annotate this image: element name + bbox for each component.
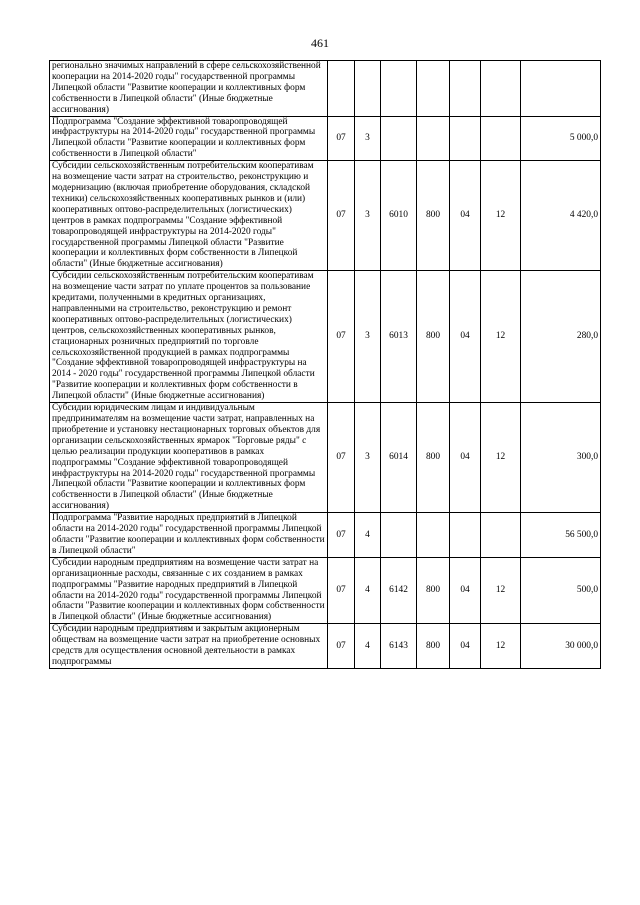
row-item-code	[481, 116, 521, 161]
row-chapter-code: 04	[450, 161, 481, 271]
table-row	[50, 116, 601, 161]
row-section-code: 07	[328, 116, 355, 161]
table-row	[50, 557, 601, 623]
table-row	[50, 61, 601, 117]
row-section-code: 07	[328, 161, 355, 271]
row-amount: 280,0	[521, 271, 601, 403]
page-number: 461	[311, 36, 329, 50]
row-description: регионально значимых направлений в сфере сельскохозяйственной кооперации на 2014-2020 годы" государственной программы Липецкой области "Развитие кооперации и коллективных форм собственности в Липецкой области" (Иные бюджетные ассигнования)	[50, 61, 328, 117]
row-chapter-code: 04	[450, 557, 481, 623]
row-chapter-code: 04	[450, 624, 481, 669]
row-target-code: 6013	[381, 271, 417, 403]
row-item-code: 12	[481, 161, 521, 271]
row-chapter-code	[450, 61, 481, 117]
row-item-code: 12	[481, 624, 521, 669]
row-target-code	[381, 61, 417, 117]
row-target-code: 6010	[381, 161, 417, 271]
row-target-code	[381, 513, 417, 558]
row-item-code: 12	[481, 557, 521, 623]
row-item-code: 12	[481, 403, 521, 513]
table-row	[50, 271, 601, 403]
row-chapter-code: 04	[450, 271, 481, 403]
row-expense-type	[417, 61, 450, 117]
row-subsection-code: 4	[355, 557, 381, 623]
row-amount	[521, 61, 601, 117]
row-chapter-code: 04	[450, 403, 481, 513]
row-description: Подпрограмма "Создание эффективной товаропроводящей инфраструктуры на 2014-2020 годы" государственной программы Липецкой области "Развитие кооперации и коллективных форм собственности в Липецкой области"	[50, 116, 328, 161]
row-section-code: 07	[328, 271, 355, 403]
row-target-code: 6014	[381, 403, 417, 513]
table-row	[50, 513, 601, 558]
row-item-code: 12	[481, 271, 521, 403]
row-subsection-code: 4	[355, 513, 381, 558]
row-chapter-code	[450, 116, 481, 161]
row-item-code	[481, 513, 521, 558]
row-expense-type: 800	[417, 161, 450, 271]
row-section-code	[328, 61, 355, 117]
row-expense-type	[417, 116, 450, 161]
row-description: Подпрограмма "Развитие народных предприятий в Липецкой области на 2014-2020 годы" государственной программы Липецкой области "Развитие кооперации и коллективных форм собственности в Липецкой области"	[50, 513, 328, 558]
row-expense-type	[417, 513, 450, 558]
row-amount: 30 000,0	[521, 624, 601, 669]
row-expense-type: 800	[417, 271, 450, 403]
row-section-code: 07	[328, 624, 355, 669]
budget-table	[49, 60, 601, 669]
row-section-code: 07	[328, 403, 355, 513]
row-target-code: 6142	[381, 557, 417, 623]
row-subsection-code: 3	[355, 271, 381, 403]
row-section-code: 07	[328, 557, 355, 623]
row-amount: 300,0	[521, 403, 601, 513]
row-description: Субсидии юридическим лицам и индивидуальным предпринимателям на возмещение части затрат, направленных на приобретение и установку нестационарных торговых объектов для организации сельскохозяйственных ярмарок "Торговые ряды" с целью реализации продукции кооперативов в рамках подпрограммы "Создание эффективной товаропроводящей инфраструктуры на 2014-2020 годы" государственной программы Липецкой области "Развитие кооперации и коллективных форм собственности в Липецкой области" (Иные бюджетные ассигнования)	[50, 403, 328, 513]
row-amount: 500,0	[521, 557, 601, 623]
row-chapter-code	[450, 513, 481, 558]
row-section-code: 07	[328, 513, 355, 558]
row-description: Субсидии сельскохозяйственным потребительским кооперативам на возмещение части затрат по уплате процентов за пользование кредитами, полученными в кредитных организациях, направленными на строительство, реконструкцию и ремонт кооперативных оптово-распределительных (логистических) центров, сельскохозяйственных кооперативных рынков, стационарных розничных предприятий по торговле сельскохозяйственной продукцией в рамках подпрограммы "Создание эффективной товаропроводящей инфраструктуры на 2014 - 2020 годы" государственной программы Липецкой области "Развитие кооперации и коллективных форм собственности в Липецкой области" (Иные бюджетные ассигнования)	[50, 271, 328, 403]
row-subsection-code: 3	[355, 116, 381, 161]
row-expense-type: 800	[417, 557, 450, 623]
row-target-code	[381, 116, 417, 161]
row-subsection-code: 4	[355, 624, 381, 669]
row-target-code: 6143	[381, 624, 417, 669]
row-subsection-code	[355, 61, 381, 117]
row-description: Субсидии сельскохозяйственным потребительским кооперативам на возмещение части затрат на строительство, реконструкцию и модернизацию (включая приобретение оборудования, складской техники) сельскохозяйственных кооперативных рынков и (или) кооперативных оптово-распределительных (логистических) центров в рамках подпрограммы "Создание эффективной товаропроводящей инфраструктуры на 2014-2020 годы" государственной программы Липецкой области "Развитие кооперации и коллективных форм собственности в Липецкой области" (Иные бюджетные ассигнования)	[50, 161, 328, 271]
row-description: Субсидии народным предприятиям на возмещение части затрат на организационные расходы, связанные с их созданием в рамках подпрограммы "Развитие народных предприятий в Липецкой области на 2014-2020 годы" государственной программы Липецкой области "Развитие кооперации и коллективных форм собственности в Липецкой области" (Иные бюджетные ассигнования)	[50, 557, 328, 623]
table-row	[50, 624, 601, 669]
table-row	[50, 403, 601, 513]
row-expense-type: 800	[417, 403, 450, 513]
row-subsection-code: 3	[355, 403, 381, 513]
row-amount: 4 420,0	[521, 161, 601, 271]
row-description: Субсидии народным предприятиям и закрытым акционерным обществам на возмещение части затрат на приобретение основных средств для осуществления основной деятельности в рамках подпрограммы	[50, 624, 328, 669]
row-item-code	[481, 61, 521, 117]
row-expense-type: 800	[417, 624, 450, 669]
row-subsection-code: 3	[355, 161, 381, 271]
row-amount: 56 500,0	[521, 513, 601, 558]
table-row	[50, 161, 601, 271]
row-amount: 5 000,0	[521, 116, 601, 161]
